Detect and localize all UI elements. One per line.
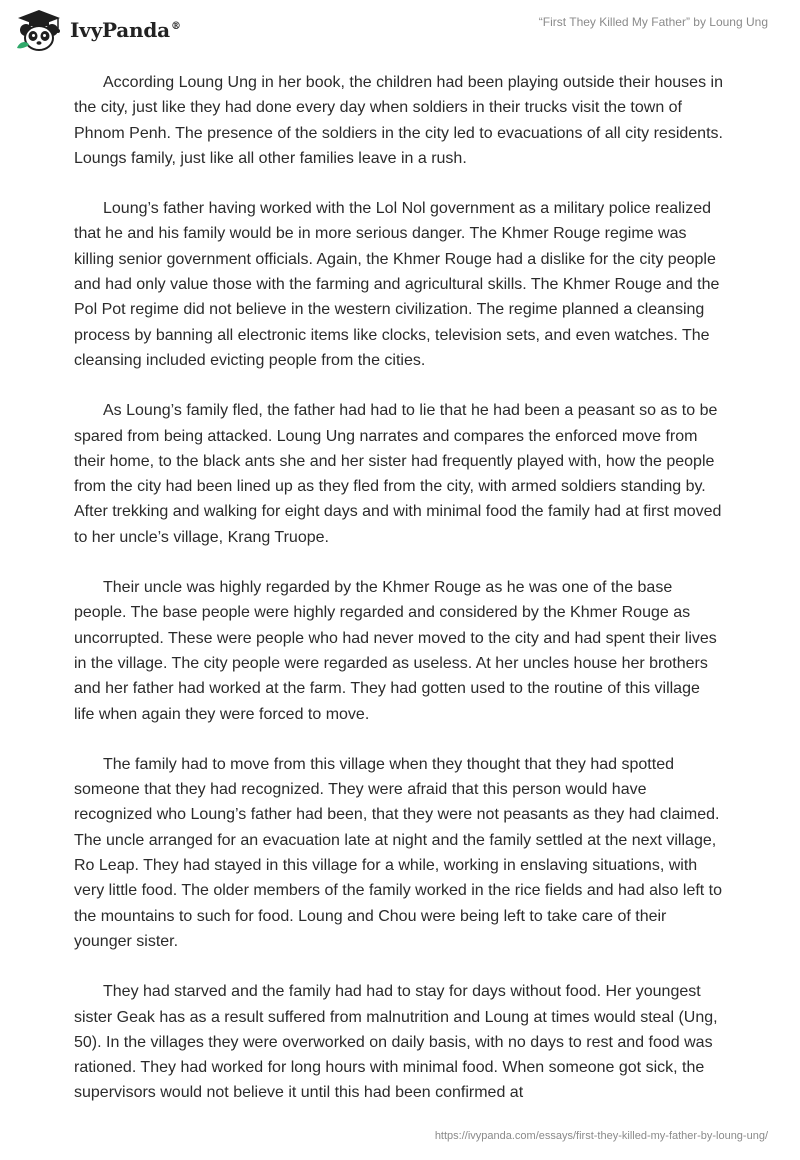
panda-graduate-icon — [14, 8, 64, 52]
paragraph: The family had to move from this village when they thought that they had spotted someone that they had recognized. They were afraid that this person would have recognized who Loung’s father had been, that they were not peasants as they had claimed. The uncle arranged for an evacuation late at night and the family settled at the next village, Ro Leap. They had stayed in this village for a while, working in enslaving situations, with very little food. The older members of the family worked in the rice fields and had also left to the mountains to such for food. Loung and Chou were being left to take care of their younger sister. — [74, 755, 723, 950]
paragraph: They had starved and the family had had to stay for days without food. Her youngest sister Geak has as a result suffered from malnutrition and Loung at times would steal (Ung, 50). In the villages they were overworked on daily basis, with no days to rest and food was rationed. They had worked for long hours with minimal food. When someone got sick, the supervisors would not believe it until this had been confirmed at — [74, 983, 718, 1102]
brand-name: IvyPanda® — [70, 18, 181, 42]
source-url-link[interactable]: https://ivypanda.com/essays/first-they-killed-my-father-by-loung-ung/ — [434, 1130, 768, 1142]
essay-body — [74, 70, 724, 1131]
paragraph: According Loung Ung in her book, the children had been playing outside their houses in the city, just like they had done every day when soldiers in their trucks visit the town of Phnom Penh. The presence of the soldiers in the city led to evacuations of all city residents. Loungs family, just like all other families leave in a rush. — [74, 74, 723, 167]
document-title: “First They Killed My Father” by Loung Ung — [538, 15, 768, 29]
paragraph: As Loung’s family fled, the father had had to lie that he had been a peasant so as to be spared from being attacked. Loung Ung narrates and compares the enforced move from their home, to the black ants she and her sister had frequently played with, how the people from the city had been lined up as they fled from the city, with armed soldiers standing by. After trekking and walking for eight days and with minimal food the family had at first moved to her uncle’s village, Krang Truope. — [74, 402, 722, 546]
registered-mark: ® — [170, 21, 181, 33]
paragraph: Loung’s father having worked with the Lol Nol government as a military police realized that he and his family would be in more serious danger. The Khmer Rouge regime was killing senior government officials. Again, the Khmer Rouge had a dislike for the city people and had only value those with the farming and agricultural skills. The Khmer Rouge and the Pol Pot regime did not believe in the western civilization. The regime planned a cleansing process by banning all electronic items like clocks, television sets, and even watches. The cleansing included evicting people from the cities. — [74, 200, 720, 369]
ivypanda-logo[interactable] — [14, 8, 181, 52]
paragraph: Their uncle was highly regarded by the Khmer Rouge as he was one of the base people. The base people were highly regarded and considered by the Khmer Rouge as uncorrupted. These were people who had never moved to the city and had spent their lives in the village. The city people were regarded as useless. At her uncles house her brothers and her father had worked at the farm. They had gotten used to the routine of this village life when again they were forced to move. — [74, 579, 717, 723]
page-header — [0, 0, 800, 60]
